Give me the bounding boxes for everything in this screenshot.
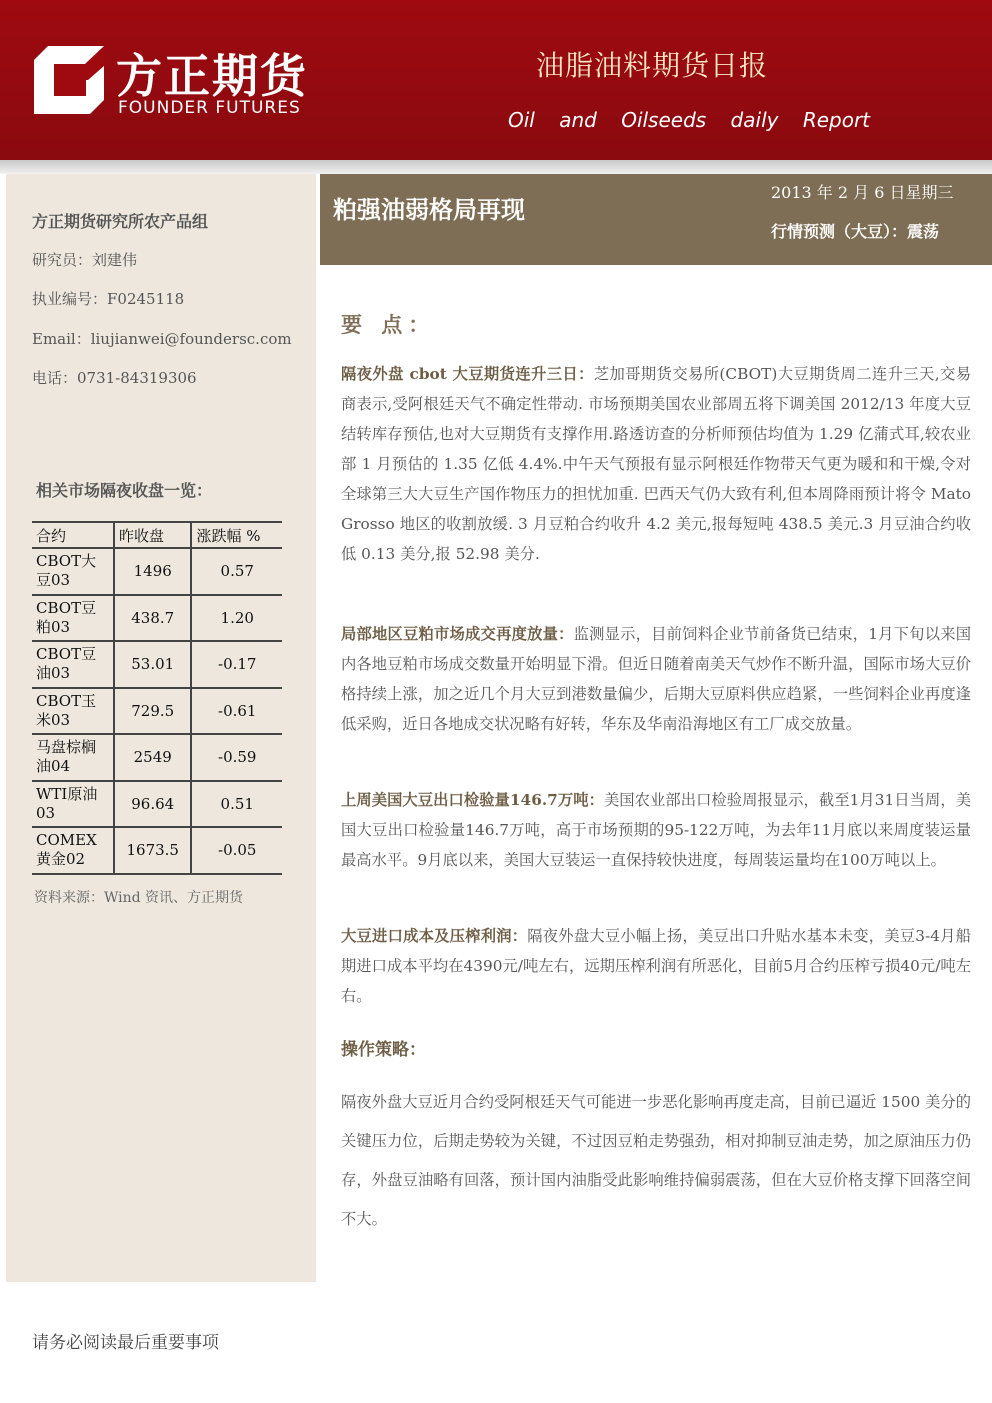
strategy-heading: 操作策略： — [341, 1040, 426, 1060]
logo-english-name: FOUNDER FUTURES — [118, 98, 301, 118]
table-row — [32, 734, 282, 781]
data-source-note: 资料来源：Wind 资讯、方正期货 — [34, 890, 244, 906]
change-value: 1.20 — [191, 595, 282, 642]
table-row — [32, 827, 282, 874]
table-row — [32, 548, 282, 595]
contract-name: WTI原油03 — [32, 781, 114, 828]
paragraph-import-cost — [341, 921, 971, 1011]
page-title: 粕强油弱格局再现 — [333, 196, 525, 224]
paragraph-soymeal-market — [341, 619, 971, 739]
research-group: 方正期货研究所农产品组 — [32, 212, 209, 231]
column-header-close: 昨收盘 — [114, 522, 191, 548]
close-value: 1673.5 — [114, 827, 191, 874]
paragraph-body: 芝加哥期货交易所(CBOT)大豆期货周二连升三天,交易商表示,受阿根廷天气不确定性带动. 市场预期美国农业部周五将下调美国 2012/13 年度大豆结转库存预估,也对大豆期货有支撑作用.路透访查的分析师预估均值为 1.29 亿蒲式耳,较农业部 1 月预估的 1.35 亿低 4.4%.中午天气预报有显示阿根廷作物带天气更为暖和和干燥,令对全球第三大大豆生产国作物压力的担忧加重. 巴西天气仍大致有利,但本周降雨预计将令 Mato Grosso 地区的收割放缓. 3 月豆粕合约收升 4.2 美元,报每短吨 438.5 美元.3 月豆油合约收低 0.13 美分,报 52.98 美分. — [341, 365, 971, 563]
paragraph-body: 美国农业部出口检验周报显示，截至1月31日当周，美国大豆出口检验量146.7万吨，高于市场预期的95-122万吨，为去年11月底以来周度装运量最高水平。9月底以来，美国大豆装运一直保持较快进度，每周装运量均在100万吨以上。 — [341, 791, 972, 869]
footer-disclaimer-note: 请务必阅读最后重要事项 — [32, 1333, 219, 1353]
table-row — [32, 781, 282, 828]
researcher-name: 研究员：刘建伟 — [32, 251, 138, 269]
report-title-english: Oil and Oilseeds daily Report — [508, 108, 871, 132]
market-close-table — [32, 521, 282, 875]
table-row — [32, 641, 282, 688]
paragraph-heading: 局部地区豆粕市场成交再度放量： — [341, 625, 574, 643]
paragraph-heading: 大豆进口成本及压榨利润： — [341, 927, 528, 945]
paragraph-body: 监测显示，目前饲料企业节前备货已结束，1月下旬以来国内各地豆粕市场成交数量开始明显下滑。但近日随着南美天气炒作不断升温，国际市场大豆价格持续上涨，加之近几个月大豆到港数量偏少，后期大豆原料供应趋紧，一些饲料企业再度逢低采购，近日各地成交状况略有好转，华东及华南沿海地区有工厂成交放量。 — [341, 625, 971, 733]
contract-name: COMEX黄金02 — [32, 827, 114, 874]
paragraph-heading: 隔夜外盘 cbot 大豆期货连升三日： — [341, 365, 594, 383]
phone-number: 电话：0731-84319306 — [32, 369, 197, 387]
license-number: 执业编号：F0245118 — [32, 290, 185, 308]
table-row — [32, 595, 282, 642]
contract-name: CBOT豆油03 — [32, 641, 114, 688]
report-date: 2013 年 2 月 6 日星期三 — [771, 183, 954, 202]
contract-name: CBOT豆粕03 — [32, 595, 114, 642]
change-value: 0.57 — [191, 548, 282, 595]
table-header-row — [32, 522, 282, 548]
paragraph-export-inspection — [341, 785, 971, 875]
paragraph-body: 隔夜外盘大豆小幅上扬，美豆出口升贴水基本未变，美豆3-4月船期进口成本平均在4390元/吨左右，远期压榨利润有所恶化，目前5月合约压榨亏损40元/吨左右。 — [341, 927, 971, 1005]
column-header-change: 涨跌幅 % — [191, 522, 282, 548]
strategy-body: 隔夜外盘大豆近月合约受阿根廷天气可能进一步恶化影响再度走高，目前已逼近 1500 美分的关键压力位，后期走势较为关键，不过因豆粕走势强劲，相对抑制豆油走势，加之原油压力仍存，外盘豆油略有回落，预计国内油脂受此影响维持偏弱震荡，但在大豆价格支撑下回落空间不大。 — [341, 1093, 971, 1228]
close-value: 96.64 — [114, 781, 191, 828]
table-row — [32, 688, 282, 735]
paragraph-heading: 上周美国大豆出口检验量146.7万吨： — [341, 791, 604, 809]
market-forecast: 行情预测（大豆）：震荡 — [771, 222, 940, 241]
close-value: 729.5 — [114, 688, 191, 735]
founder-logo-icon — [34, 46, 104, 114]
logo-chinese-name: 方正期货 — [116, 49, 308, 103]
close-value: 2549 — [114, 734, 191, 781]
close-value: 1496 — [114, 548, 191, 595]
market-overview-title: 相关市场隔夜收盘一览： — [36, 481, 213, 500]
key-points-heading: 要 点： — [341, 312, 436, 337]
contract-name: CBOT玉米03 — [32, 688, 114, 735]
column-header-contract: 合约 — [32, 522, 114, 548]
header-shadow — [0, 160, 992, 174]
close-value: 53.01 — [114, 641, 191, 688]
change-value: -0.61 — [191, 688, 282, 735]
contract-name: CBOT大豆03 — [32, 548, 114, 595]
close-value: 438.7 — [114, 595, 191, 642]
change-value: -0.59 — [191, 734, 282, 781]
report-title-chinese: 油脂油料期货日报 — [536, 49, 769, 82]
change-value: 0.51 — [191, 781, 282, 828]
contract-name: 马盘棕榈油04 — [32, 734, 114, 781]
paragraph-cbot-soybean — [341, 359, 971, 569]
change-value: -0.05 — [191, 827, 282, 874]
email-address: Email：liujianwei@foundersc.com — [32, 330, 292, 348]
change-value: -0.17 — [191, 641, 282, 688]
